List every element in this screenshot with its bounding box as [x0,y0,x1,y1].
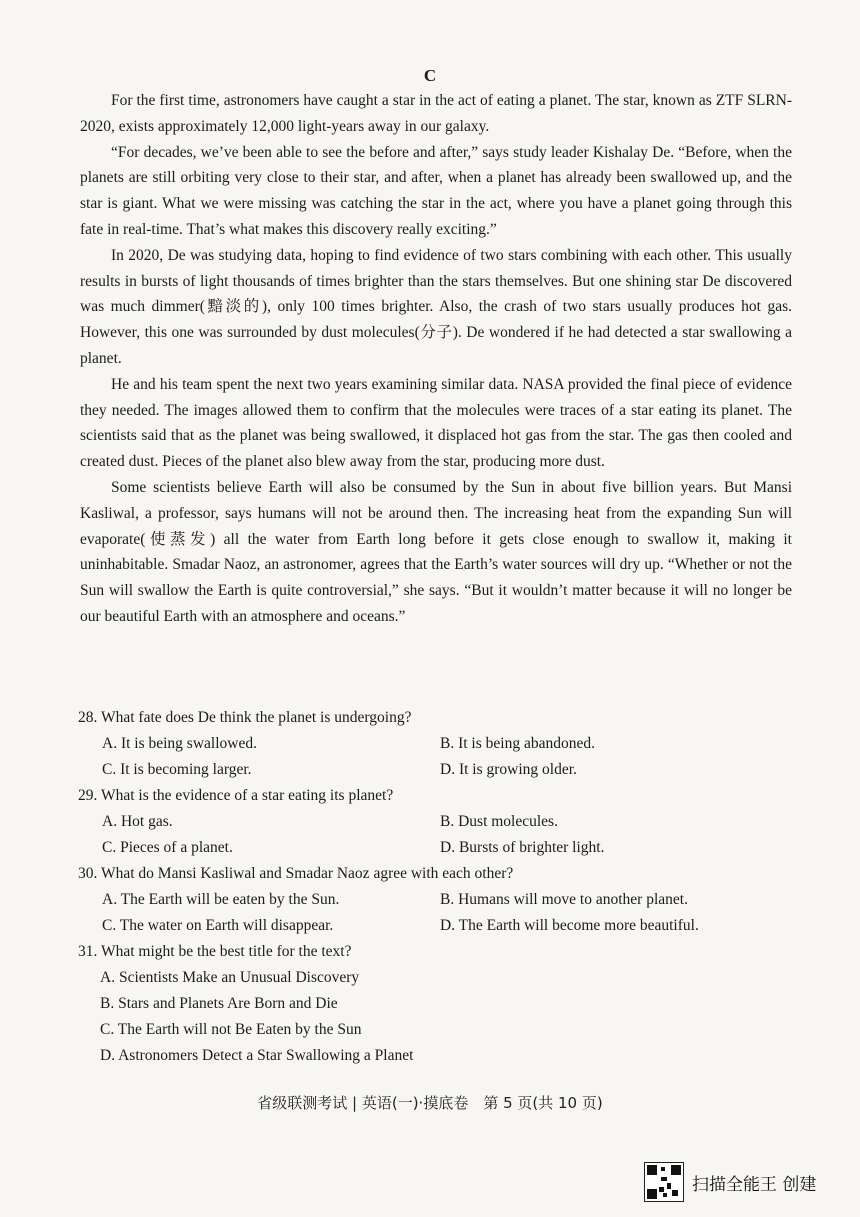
option-a: A. Hot gas. [102,813,173,830]
scanner-label: 扫描全能王 创建 [692,1174,817,1195]
scanner-watermark [644,1162,816,1202]
question-31 [78,939,798,1069]
option-row [78,757,798,783]
option-c: C. The Earth will not Be Eaten by the Sun [100,1021,362,1038]
option-d: D. It is growing older. [440,761,577,778]
passage-paragraph-3: In 2020, De was studying data, hoping to find evidence of two stars combining with each other. This usually results in bursts of light thousands of times brighter than the stars themselves. But one shining star De discovered was much dimmer(黯淡的), only 100 times brighter. Also, the crash of two stars usually produces hot gas. However, this one was surrounded by dust molecules(分子). De wondered if he had detected a star swallowing a planet. [80,246,792,367]
qr-code-icon [644,1162,684,1202]
question-29 [78,783,798,861]
option-d: D. Astronomers Detect a Star Swallowing a Planet [100,1047,414,1064]
passage-paragraph-2: “For decades, we’ve been able to see the before and after,” says study leader Kishalay De. “Before, when the planets are still orbiting very close to their star, and after, when a planet has already been swallowed up, and the star is giant. What we were missing was catching the star in the act, where you have a planet going through this fate in real-time. That’s what makes this discovery really exciting.” [80,143,792,238]
question-stem: 31. What might be the best title for the text? [78,943,352,960]
option-row [78,913,798,939]
option-a: A. Scientists Make an Unusual Discovery [100,969,360,986]
option-b: B. Humans will move to another planet. [440,891,688,908]
passage-paragraph-1: For the first time, astronomers have caught a star in the act of eating a planet. The star, known as ZTF SLRN-2020, exists approximately 12,000 light-years away in our galaxy. [80,92,792,135]
option-row [78,731,798,757]
option-c: C. Pieces of a planet. [102,839,233,856]
passage-paragraph-4: He and his team spent the next two years examining similar data. NASA provided the final piece of evidence they needed. The images allowed them to confirm that the molecules were traces of a star eating its planet. The scientists said that as the planet was being swallowed, it displaced hot gas from the star. The gas then cooled and created dust. Pieces of the planet also blew away from the star, producing more dust. [80,375,792,471]
option-a: A. It is being swallowed. [102,735,257,752]
option-c: C. It is becoming larger. [102,761,252,778]
question-30 [78,861,798,939]
reading-passage [80,88,792,630]
option-a: A. The Earth will be eaten by the Sun. [102,891,340,908]
question-stem: 30. What do Mansi Kasliwal and Smadar Naoz agree with each other? [78,865,514,882]
option-row [78,887,798,913]
page-footer: 省级联测考试 | 英语(一)·摸底卷 第 5 页(共 10 页) [257,1094,603,1112]
option-row [78,835,798,861]
question-list [78,705,798,1069]
passage-paragraph-5: Some scientists believe Earth will also be consumed by the Sun in about five billion years. But Mansi Kasliwal, a professor, says humans will not be around then. The increasing heat from the expanding Sun will evaporate(使蒸发) all the water from Earth long before it gets close enough to swallow it, making it uninhabitable. Smadar Naoz, an astronomer, agrees that the Earth’s water sources will dry up. “Whether or not the Sun will swallow the Earth is quite controversial,” she says. “But it wouldn’t matter because it will no longer be our beautiful Earth with an atmosphere and oceans.” [80,478,792,625]
option-b: B. Stars and Planets Are Born and Die [100,995,338,1012]
question-stem: 28. What fate does De think the planet is undergoing? [78,709,412,726]
section-heading: C [423,66,437,85]
option-row [78,809,798,835]
option-d: D. The Earth will become more beautiful. [440,917,699,934]
question-28 [78,705,798,783]
option-b: B. It is being abandoned. [440,735,595,752]
option-c: C. The water on Earth will disappear. [102,917,334,934]
option-b: B. Dust molecules. [440,813,558,830]
question-stem: 29. What is the evidence of a star eating its planet? [78,787,394,804]
option-d: D. Bursts of brighter light. [440,839,605,856]
